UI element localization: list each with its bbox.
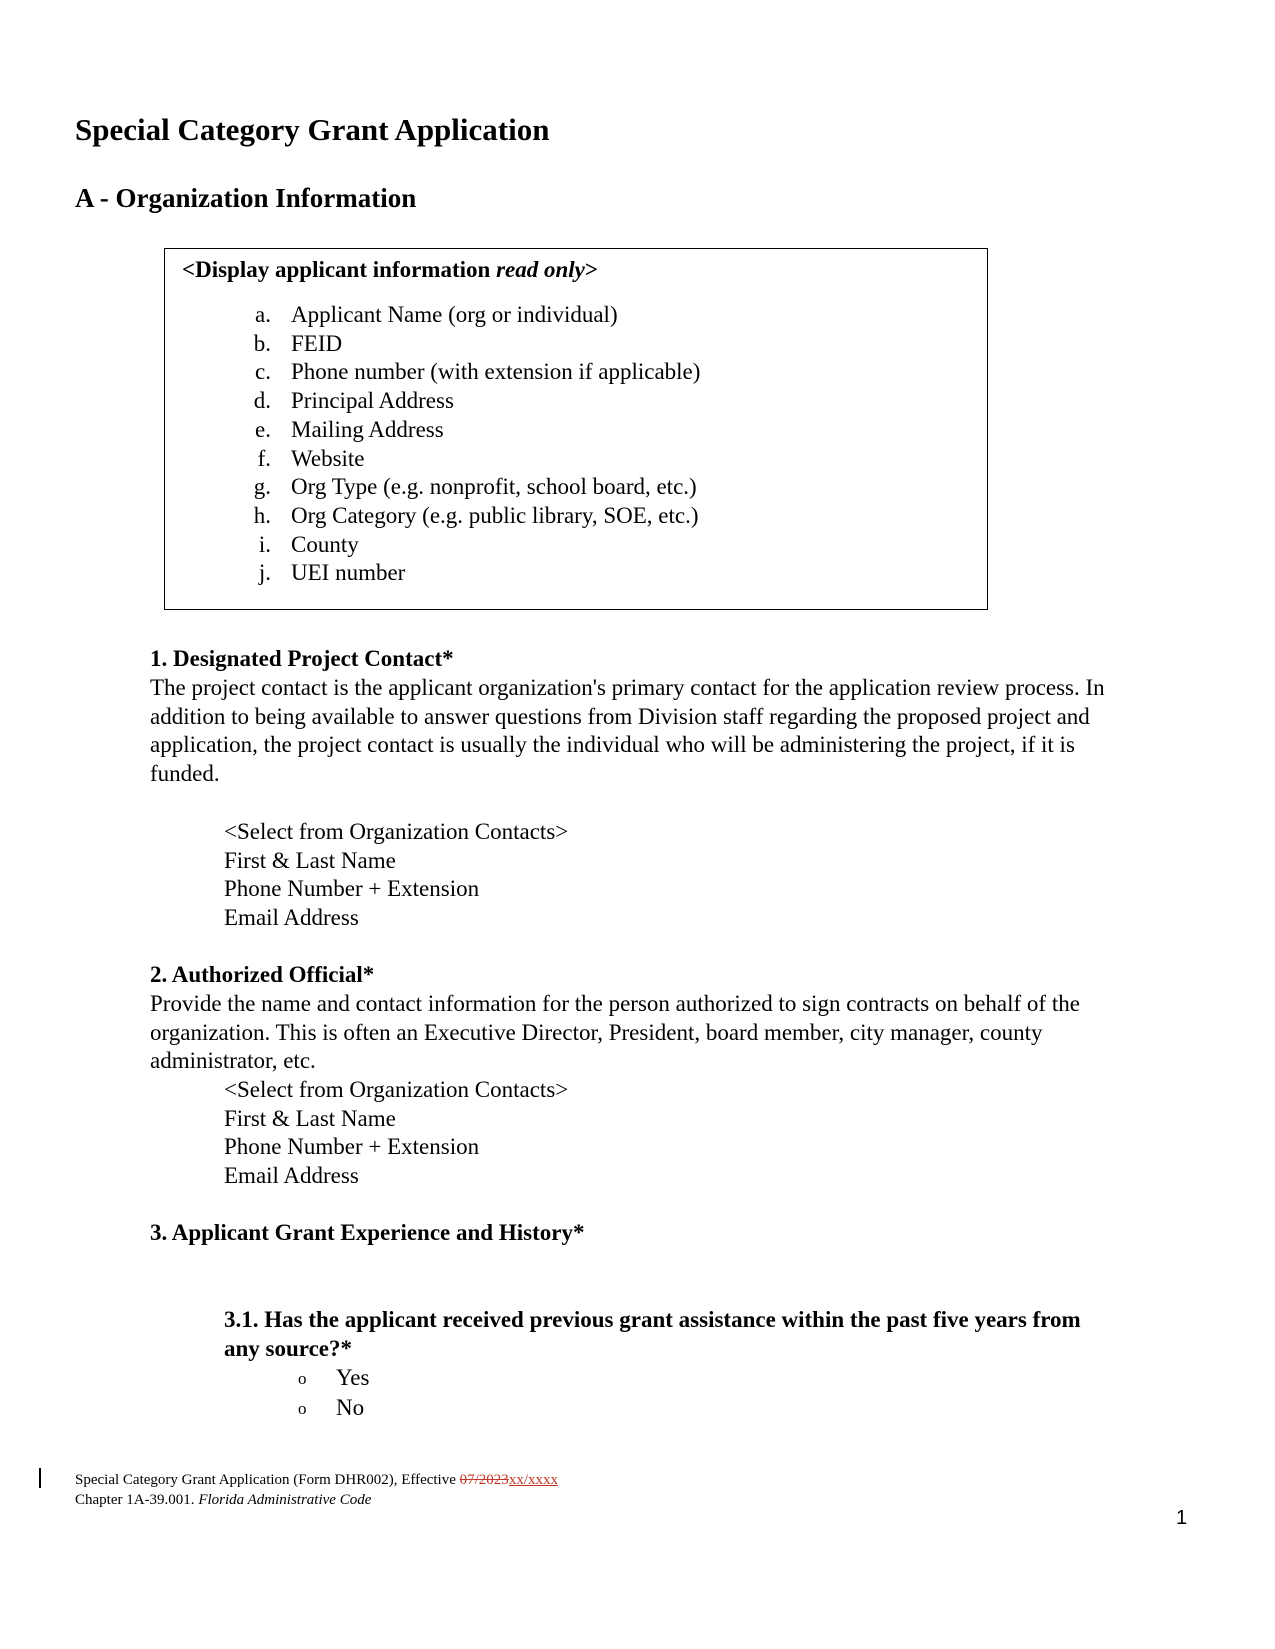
- question-line: any source?*: [224, 1335, 352, 1361]
- applicant-info-box: [164, 248, 988, 610]
- footer-form-label: Special Category Grant Application (Form DHR002), Effective: [75, 1472, 460, 1488]
- list-item: [237, 330, 700, 359]
- page-title: Special Category Grant Application: [75, 112, 550, 147]
- contact-email-field: Email Address: [224, 905, 359, 931]
- description-line: The project contact is the applicant organization's primary contact for the application review process. In: [150, 675, 1105, 700]
- contact-phone-field: Phone Number + Extension: [224, 876, 480, 902]
- list-marker: j.: [258, 560, 271, 586]
- info-box-header-italic: read only: [496, 257, 585, 282]
- radio-option-yes[interactable]: [298, 1364, 369, 1394]
- list-marker: f.: [257, 445, 271, 471]
- page-footer: [75, 1470, 558, 1510]
- info-box-header: [182, 257, 598, 283]
- footer-inserted-date: xx/xxxx: [508, 1472, 558, 1488]
- description-line: addition to being available to answer questions from Division staff regarding the proposed project and: [150, 703, 1090, 729]
- grant-assistance-question: [224, 1306, 1081, 1363]
- radio-option-label: Yes: [336, 1365, 370, 1390]
- list-marker: h.: [253, 502, 271, 528]
- authorized-official-heading: 2. Authorized Official*: [150, 962, 375, 987]
- list-item: [237, 387, 700, 416]
- list-item: [237, 445, 700, 474]
- page-number: 1: [1176, 1507, 1188, 1529]
- official-select-placeholder: <Select from Organization Contacts>: [224, 1077, 569, 1102]
- list-item-text: County: [291, 531, 359, 557]
- list-item: [237, 416, 700, 445]
- list-marker: a.: [255, 302, 271, 327]
- project-contact-fields: [224, 818, 568, 933]
- description-line: Provide the name and contact information for the person authorized to sign contracts on behalf of the: [150, 991, 1080, 1016]
- contact-select-placeholder: <Select from Organization Contacts>: [224, 819, 569, 844]
- list-item: [237, 531, 700, 560]
- authorized-official-description: [150, 990, 1200, 1076]
- question-line: 3.1. Has the applicant received previous grant assistance within the past five years from: [224, 1307, 1081, 1332]
- info-box-header-prefix: <Display applicant information: [182, 257, 497, 282]
- list-item-text: Mailing Address: [291, 416, 444, 442]
- radio-bullet-icon: o: [298, 1398, 307, 1418]
- official-phone-field: Phone Number + Extension: [224, 1134, 480, 1160]
- list-marker: e.: [255, 416, 271, 442]
- list-marker: c.: [255, 359, 271, 385]
- list-item-text: Phone number (with extension if applicable): [291, 359, 701, 385]
- list-item: [237, 473, 700, 502]
- list-item: [237, 358, 700, 387]
- grant-assistance-options: [298, 1364, 369, 1423]
- applicant-info-list: [237, 301, 700, 588]
- list-item: [237, 301, 700, 330]
- list-marker: g.: [253, 474, 271, 500]
- list-item-text: UEI number: [291, 560, 406, 586]
- description-line: funded.: [150, 761, 220, 787]
- description-line: administrator, etc.: [150, 1048, 316, 1074]
- radio-option-label: No: [336, 1394, 365, 1420]
- official-email-field: Email Address: [224, 1163, 359, 1189]
- section-title: A - Organization Information: [75, 183, 417, 213]
- info-box-header-suffix: >: [584, 257, 598, 282]
- list-item-text: FEID: [291, 330, 343, 356]
- description-line: organization. This is often an Executive Director, President, board member, city manager, county: [150, 1019, 1043, 1045]
- list-marker: i.: [258, 531, 271, 557]
- grant-experience-heading: 3. Applicant Grant Experience and History*: [150, 1220, 585, 1245]
- footer-line-1: [75, 1470, 558, 1490]
- list-item-text: Org Type (e.g. nonprofit, school board, etc.): [291, 474, 697, 500]
- official-name-field: First & Last Name: [224, 1105, 396, 1131]
- contact-name-field: First & Last Name: [224, 847, 396, 873]
- list-marker: b.: [253, 330, 271, 356]
- description-line: application, the project contact is usually the individual who will be administering the project, if it is: [150, 732, 1075, 758]
- radio-bullet-icon: o: [298, 1369, 307, 1388]
- list-item: [237, 502, 700, 531]
- footer-deleted-date: 07/2023: [459, 1472, 509, 1488]
- radio-option-no[interactable]: [298, 1394, 369, 1424]
- footer-chapter: Chapter 1A-39.001.: [75, 1492, 199, 1508]
- list-item-text: Applicant Name (org or individual): [291, 302, 618, 327]
- list-item-text: Org Category (e.g. public library, SOE, etc.): [291, 502, 699, 528]
- list-item-text: Website: [291, 445, 365, 471]
- footer-line-2: [75, 1490, 558, 1510]
- list-marker: d.: [253, 388, 271, 414]
- project-contact-description: [150, 674, 1200, 789]
- list-item: [237, 559, 700, 588]
- footer-code-name: Florida Administrative Code: [198, 1492, 372, 1508]
- revision-change-bar: [39, 1468, 41, 1488]
- project-contact-heading: 1. Designated Project Contact*: [150, 646, 454, 671]
- authorized-official-fields: [224, 1076, 568, 1191]
- list-item-text: Principal Address: [291, 388, 454, 414]
